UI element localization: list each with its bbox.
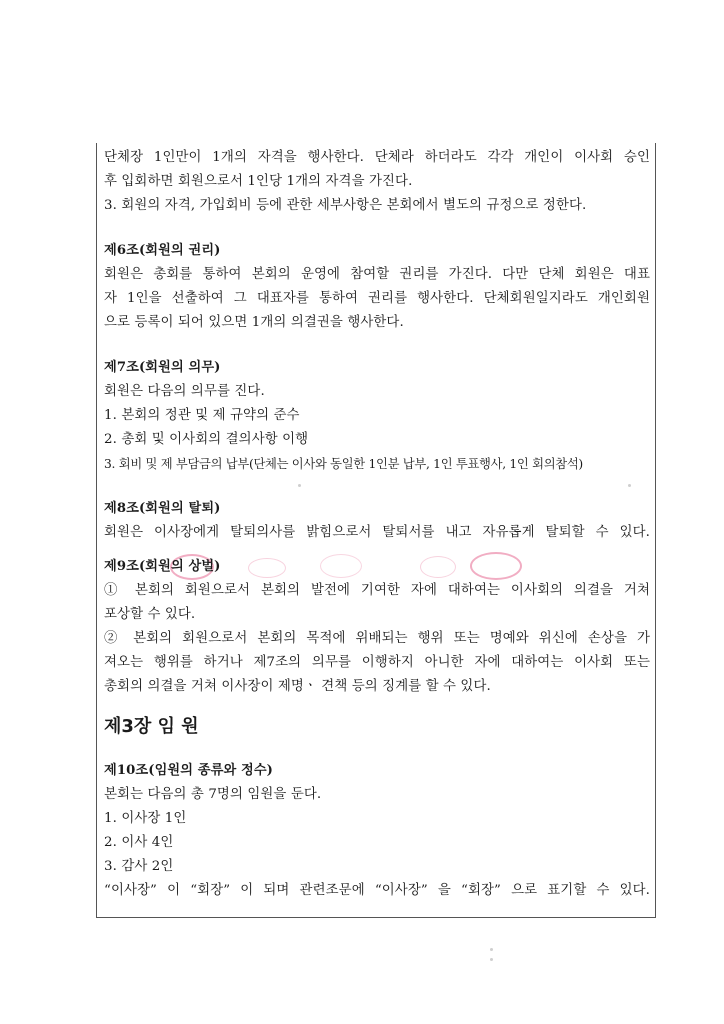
text-line: 회원은 다음의 의무를 진다. bbox=[104, 384, 265, 399]
text-line: 1. 본회의 정관 및 제 규약의 준수 bbox=[104, 408, 300, 423]
text-line: 회원은 총회를 통하여 본회의 운영에 참여할 권리를 가진다. 다만 단체 회원은 대표 bbox=[104, 267, 650, 282]
scan-speck bbox=[490, 958, 493, 961]
text-line: ② 본회의 회원으로서 본회의 목적에 위배되는 행위 또는 명예와 위신에 손상을 가 bbox=[104, 631, 650, 646]
text-line: “이사장” 이 “회장” 이 되며 관련조문에 “이사장” 을 “회장” 으로 표기할 수 있다. bbox=[104, 883, 650, 898]
article-6-title: 제6조(회원의 권리) bbox=[104, 243, 221, 258]
text-line: 2. 이사 4인 bbox=[104, 835, 174, 850]
text-line: 후 입회하면 회원으로서 1인당 1개의 자격을 가진다. bbox=[104, 174, 413, 189]
text-line: 져오는 행위를 하거나 제7조의 의무를 이행하지 아니한 자에 대하여는 이사회 또는 bbox=[104, 655, 650, 670]
text-line: 2. 총회 및 이사회의 결의사항 이행 bbox=[104, 432, 309, 447]
text-line: 3. 감사 2인 bbox=[104, 859, 174, 874]
text-line: 으로 등록이 되어 있으면 1개의 의결권을 행사한다. bbox=[104, 315, 404, 330]
article-10-title: 제10조(임원의 종류와 정수) bbox=[104, 763, 274, 778]
text-line: 3. 회원의 자격, 가입회비 등에 관한 세부사항은 본회에서 별도의 규정으로 정한다. bbox=[104, 198, 587, 213]
text-line: 포상할 수 있다. bbox=[104, 607, 196, 622]
document-body bbox=[104, 146, 650, 903]
article-7-title: 제7조(회원의 의무) bbox=[104, 360, 221, 375]
chapter-3-heading: 제3장 임 원 bbox=[104, 716, 199, 737]
text-line: 1. 이사장 1인 bbox=[104, 811, 187, 826]
text-line: 3. 회비 및 제 부담금의 납부(단체는 이사와 동일한 1인분 납부, 1인 투표행사, 1인 회의참석) bbox=[104, 457, 583, 471]
text-line: 자 1인을 선출하여 그 대표자를 통하여 권리를 행사한다. 단체회원일지라도 개인회원 bbox=[104, 291, 650, 306]
article-8-title: 제8조(회원의 탈퇴) bbox=[104, 501, 221, 516]
text-line: 총회의 의결을 거쳐 이사장이 제명ㆍ 견책 등의 징계를 할 수 있다. bbox=[104, 679, 491, 694]
text-line: 본회는 다음의 총 7명의 임원을 둔다. bbox=[104, 787, 322, 802]
text-line: 회원은 이사장에게 탈퇴의사를 밝힘으로서 탈퇴서를 내고 자유롭게 탈퇴할 수 있다. bbox=[104, 525, 650, 540]
text-line: ① 본회의 회원으로서 본회의 발전에 기여한 자에 대하여는 이사회의 의결을 거쳐 bbox=[104, 583, 650, 598]
text-line: 단체장 1인만이 1개의 자격을 행사한다. 단체라 하더라도 각각 개인이 이사회 승인 bbox=[104, 150, 650, 165]
scan-speck bbox=[490, 948, 493, 951]
article-9-title: 제9조(회원의 상벌) bbox=[104, 559, 221, 574]
